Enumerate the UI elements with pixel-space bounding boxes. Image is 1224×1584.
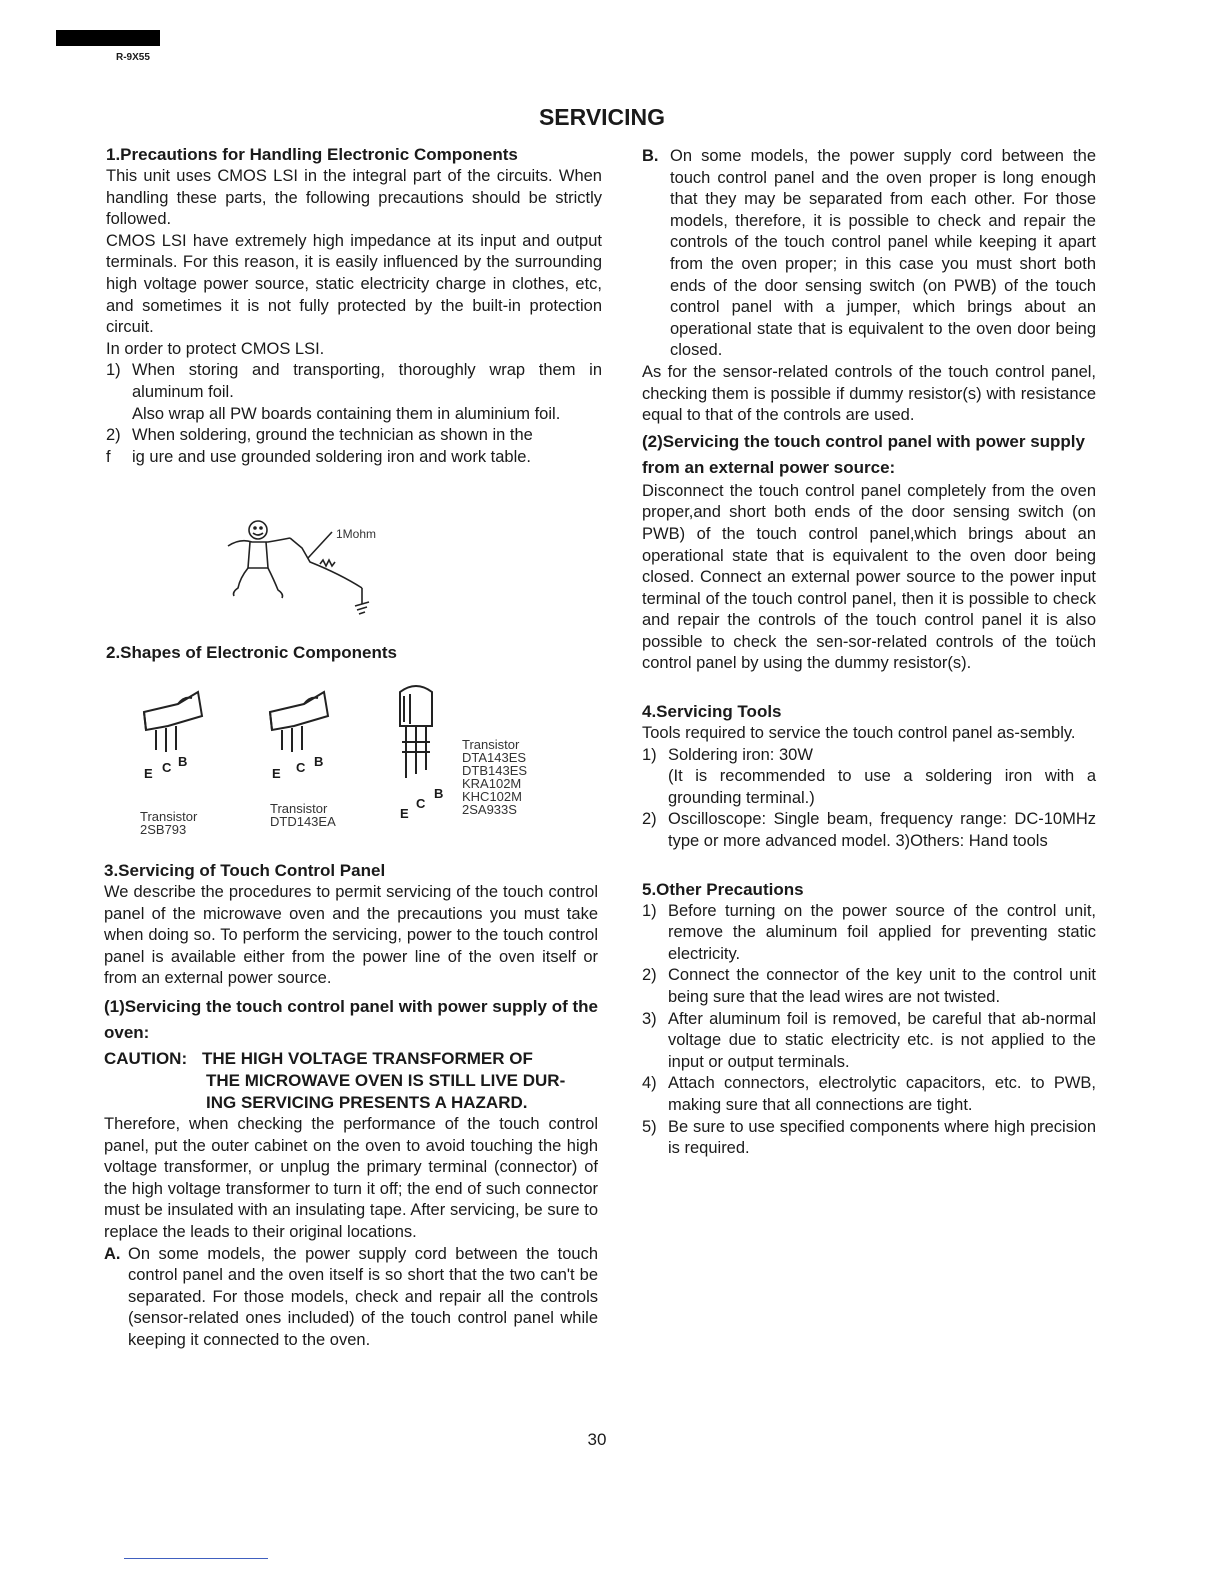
transistor-icon <box>138 686 208 758</box>
list-number: 2) <box>106 426 121 445</box>
list-item <box>642 1073 1096 1116</box>
caption-line: DTA143ES <box>462 750 527 765</box>
caption-line: KRA102M <box>462 776 522 791</box>
list-item <box>642 1009 1096 1074</box>
component-to92 <box>396 682 576 832</box>
section-1-paragraph: In order to protect CMOS LSI. <box>106 339 325 358</box>
list-text: Connect the connector of the key unit to the control unit being sure that the lead wires are not twisted. <box>668 966 1096 1006</box>
pin-label-c: C <box>296 760 306 775</box>
pin-label-b: B <box>314 754 324 769</box>
pin-label-b: B <box>178 754 188 769</box>
list-text: Soldering iron: 30W <box>668 745 813 764</box>
section-1 <box>106 144 602 468</box>
header-bar <box>56 30 160 46</box>
section-3-paragraph: As for the sensor-related controls of the touch control panel, checking them is possible if dummy resistor(s) with resistance equal to that of the controls are used. <box>642 362 1096 425</box>
transistor-icon <box>264 686 334 758</box>
list-text: Be sure to use specified components where high precision is required. <box>668 1117 1096 1158</box>
list-text: Attach connectors, electrolytic capacitors, etc. to PWB, making sure that all connections are tight. <box>668 1074 1096 1114</box>
caption-line: DTD143EA <box>270 814 336 829</box>
section-3-paragraph: Disconnect the touch control panel completely from the oven proper,and short both ends of the door sensing switch (on PWB) of the touch control panel,which brings about an operational state that is equivalent to the oven door being closed. Connect an external power source to the power input terminal of the touch control panel, then it is possible to check and repair the controls of the touch control panel it is also possible to check the sen-sor-related controls of the toüch control panel by using the dummy resistor(s). <box>642 481 1096 673</box>
pin-label-e: E <box>144 766 153 781</box>
caution-block <box>104 1048 598 1114</box>
list-number: 1) <box>642 901 657 920</box>
subsection-2-heading: (2)Servicing the touch control panel with power supply from an external power source: <box>642 431 1085 477</box>
caution-label: CAUTION: <box>104 1048 188 1068</box>
list-number: 2) <box>642 810 657 829</box>
list-number: f <box>106 447 111 466</box>
component-dtd143ea <box>264 686 374 836</box>
list-text: After aluminum foil is removed, be careful that ab-normal voltage due to static electricity etc. is not applied to the input or output terminals. <box>668 1009 1096 1071</box>
list-number: 2) <box>642 966 657 985</box>
list-text: Before turning on the power source of the control unit, remove the aluminum foil applied for preventing static electricity. <box>668 901 1096 963</box>
list-item <box>642 901 1096 966</box>
pin-label-c: C <box>162 760 172 775</box>
section-1-paragraph: This unit uses CMOS LSI in the integral part of the circuits. When handling these parts, the following precautions should be strictly followed. <box>106 167 602 229</box>
section-4-paragraph: Tools required to service the touch control panel as-sembly. <box>642 724 1076 743</box>
list-item <box>106 425 602 447</box>
list-number: 3) <box>642 1009 657 1028</box>
right-column <box>642 146 1096 1160</box>
subsection-1-heading: (1)Servicing the touch control panel with power supply of the oven: <box>104 996 598 1042</box>
pin-label-c: C <box>416 796 426 811</box>
note-text: On some models, the power supply cord between the touch control panel and the oven proper is long enough that they may be separated from each other. For those models, therefore, it is possible to check and repair the controls of the touch control panel while keeping it apart from the oven proper; in this case you must short both ends of the door sensing switch (on PWB) of the touch control panel with a jumper, which brings about an operational state that is equivalent to the oven door being closed. <box>670 147 1096 360</box>
component-2sb793 <box>138 686 248 836</box>
list-item <box>642 965 1096 1008</box>
list-number: 1) <box>642 745 657 764</box>
note-label: B. <box>642 147 659 165</box>
section-3-heading: 3.Servicing of Touch Control Panel <box>104 861 386 880</box>
caption-line: Transistor <box>462 737 520 752</box>
list-number: 5) <box>642 1117 657 1136</box>
list-item <box>642 745 1096 810</box>
caution-text: ING SERVICING PRESENTS A HAZARD. <box>206 1092 528 1112</box>
grounded-technician-icon <box>220 518 410 618</box>
caption-line: 2SB793 <box>140 822 187 837</box>
caption-line: Transistor <box>140 809 198 824</box>
caution-text: THE MICROWAVE OVEN IS STILL LIVE DUR- <box>206 1070 566 1090</box>
note-b <box>642 146 1096 362</box>
list-text: Also wrap all PW boards containing them in aluminium foil. <box>132 404 561 423</box>
list-text: ig ure and use grounded soldering iron and work table. <box>132 447 532 466</box>
section-3-paragraph: We describe the procedures to permit servicing of the touch control panel of the microwave oven and the precautions you must take when doing so. To perform the servicing, power to the touch control panel is available either from the power line of the oven itself or from an external power source. <box>104 883 598 988</box>
list-item <box>642 1117 1096 1160</box>
section-4-heading: 4.Servicing Tools <box>642 702 782 722</box>
list-text: When soldering, ground the technician as shown in the <box>132 426 533 445</box>
caption-line: Transistor <box>270 801 328 816</box>
component-caption <box>140 810 197 836</box>
list-text: When storing and transporting, thoroughly wrap them in aluminum foil. <box>132 361 602 401</box>
section-3-paragraph: Therefore, when checking the performance of the touch control panel, put the outer cabinet on the oven to avoid touching the high voltage transformer, or unplug the primary terminal (connector) of the high voltage transformer to turn it off; the end of such connector must be insulated with an insulating tape. After servicing, be sure to replace the leads to their original locations. <box>104 1114 598 1241</box>
pin-label-b: B <box>434 786 444 801</box>
transistor-icon <box>396 682 440 782</box>
section-3 <box>104 860 598 1352</box>
section-1-paragraph: CMOS LSI have extremely high impedance at its input and output terminals. For this reason, it is easily influenced by the surrounding high voltage power source, static electricity charge in clothes, etc, and sometimes it is not fully protected by the built-in protection circuit. <box>106 231 602 337</box>
list-number: 4) <box>642 1074 657 1093</box>
note-label: A. <box>104 1244 121 1263</box>
caption-line: KHC102M <box>462 789 522 804</box>
section-1-heading: 1.Precautions for Handling Electronic Components <box>106 145 518 164</box>
grounding-figure <box>220 518 410 618</box>
list-text: (It is recommended to use a soldering iron with a grounding terminal.) <box>668 767 1096 807</box>
list-text: Oscilloscope: Single beam, frequency range: DC-10MHz type or more advanced model. 3)Others: Hand tools <box>668 810 1096 851</box>
list-item <box>106 447 602 469</box>
page-number: 30 <box>587 1430 607 1449</box>
caption-line: 2SA933S <box>462 802 517 817</box>
pin-label-e: E <box>400 806 409 821</box>
section-2-heading: 2.Shapes of Electronic Components <box>106 643 397 662</box>
model-number: R-9X55 <box>116 52 150 63</box>
component-caption <box>270 802 336 828</box>
list-number: 1) <box>106 361 121 380</box>
component-caption <box>462 738 527 816</box>
list-item <box>106 360 602 425</box>
section-5-heading: 5.Other Precautions <box>642 879 804 899</box>
note-text: On some models, the power supply cord between the touch control panel and the oven itself is so short that the two can't be separated. For those models, check and repair all the controls (sensor-related ones included) of the touch control panel while keeping it connected to the oven. <box>128 1244 598 1349</box>
note-a <box>104 1244 598 1352</box>
page-title: SERVICING <box>538 104 666 130</box>
caption-line: DTB143ES <box>462 763 528 778</box>
caution-text: THE HIGH VOLTAGE TRANSFORMER OF <box>202 1048 533 1068</box>
pin-label-e: E <box>272 766 281 781</box>
resistor-label: 1Mohm <box>336 527 377 541</box>
list-item <box>642 809 1096 852</box>
footer-rule <box>124 1558 268 1559</box>
